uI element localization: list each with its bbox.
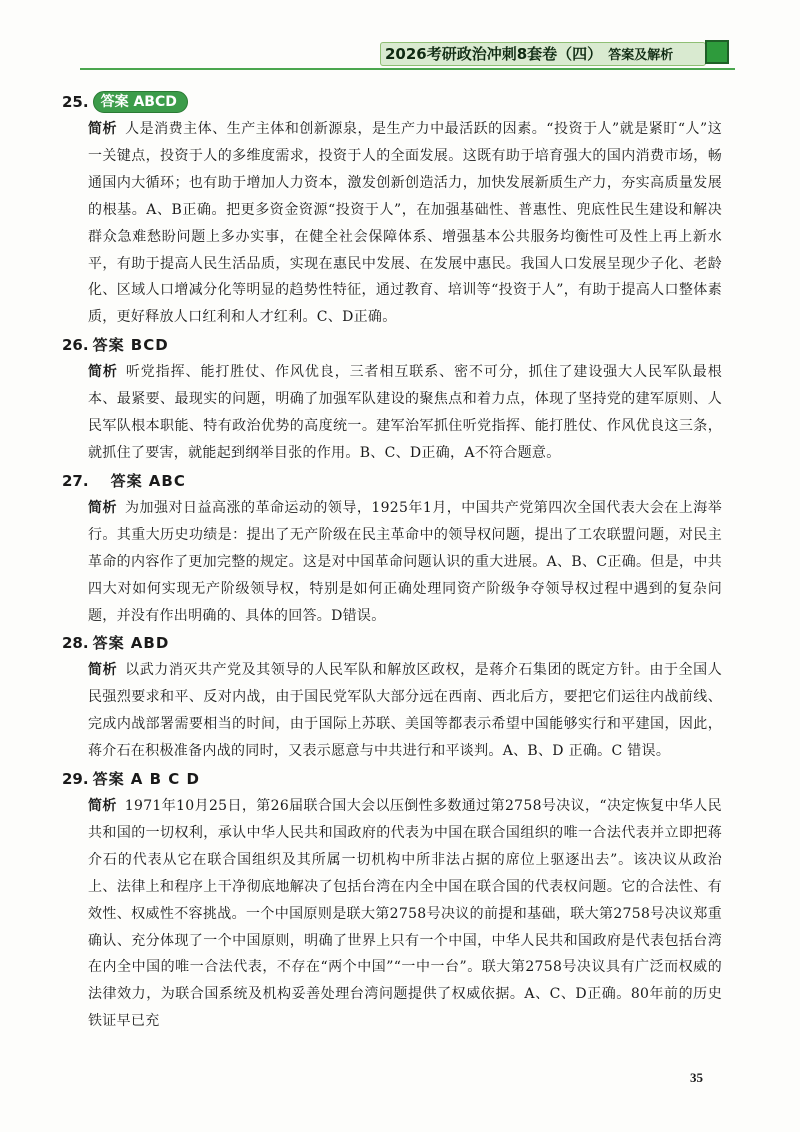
- item-head: [62, 631, 722, 655]
- analysis-paragraph: [88, 359, 722, 467]
- page-header: [380, 38, 735, 68]
- analysis-paragraph: [88, 657, 722, 765]
- analysis-label: 简析: [88, 499, 117, 516]
- answer-content: [62, 90, 722, 1037]
- answer-badge: 答案 ABCD: [93, 91, 188, 113]
- analysis-paragraph: [88, 793, 722, 1035]
- answer-item-29: [62, 767, 722, 1035]
- header-banner: [380, 42, 706, 66]
- analysis-text: 人是消费主体、生产主体和创新源泉，是生产力中最活跃的因素。“投资于人”就是紧盯“人”这一关键点，投资于人的多维度需求，投资于人的全面发展。这既有助于培育强大的国内消费市场，畅通国内大循环；也有助于增加人力资本，激发创新创造活力，加快发展新质生产力，夯实高质量发展的根基。A、B正确。把更多资金资源“投资于人”，在加强基础性、普惠性、兜底性民生建设和解决群众急难愁盼问题上多办实事，在健全社会保障体系、增强基本公共服务均衡性可及性上再上新水平，有助于提高人民生活品质，实现在惠民中发展、在发展中惠民。我国人口发展呈现少子化、老龄化、区域人口增减分化等明显的趋势性特征，通过教育、培训等“投资于人”，有助于提高人口整体素质，更好释放人口红利和人才红利。C、D正确。: [88, 121, 722, 326]
- question-number: 27.: [62, 471, 89, 490]
- analysis-text: 以武力消灭共产党及其领导的人民军队和解放区政权，是蒋介石集团的既定方针。由于全国人民强烈要求和平、反对内战，由于国民党军队大部分远在西南、西北后方，要把它们运往内战前线、完成内战部署需要相当的时间，由于国际上苏联、美国等都表示希望中国能够实行和平建国，因此，蒋介石在积极准备内战的同时，又表示愿意与中共进行和平谈判。A、B、D 正确。C 错误。: [88, 662, 722, 760]
- answer-item-25: [62, 90, 722, 331]
- item-head: [62, 469, 722, 493]
- question-number: 28.: [62, 634, 89, 653]
- answer-item-28: [62, 631, 722, 765]
- header-square-icon: [705, 40, 729, 64]
- answer-item-27: [62, 469, 722, 630]
- analysis-label: 简析: [88, 798, 117, 815]
- header-tail: 答案及解析: [608, 48, 674, 63]
- analysis-label: 简析: [88, 121, 118, 137]
- analysis-paragraph: [88, 495, 722, 630]
- analysis-label: 简析: [88, 662, 118, 679]
- answer-text: 答案 A B C D: [92, 770, 200, 789]
- question-number: 29.: [62, 770, 89, 789]
- analysis-text: 1971年10月25日，第26届联合国大会以压倒性多数通过第2758号决议，“决定恢复中华人民共和国的一切权利，承认中华人民共和国政府的代表为中国在联合国组织的唯一合法代表并立即把蒋介石的代表从它在联合国组织及其所属一切机构中所非法占据的席位上驱逐出去”。该决议从政治上、法律上和程序上干净彻底地解决了包括台湾在内全中国在联合国的代表权问题。它的合法性、有效性、权威性不容挑战。一个中国原则是联大第2758号决议的前提和基础，联大第2758号决议郑重确认、充分体现了一个中国原则，明确了世界上只有一个中国，中华人民共和国政府是代表包括台湾在内全中国的唯一合法代表，不存在“两个中国”“一中一台”。联大第2758号决议具有广泛而权威的法律效力，为联合国系统及机构妥善处理台湾问题提供了权威依据。A、C、D正确。80年前的历史铁证早已充: [88, 798, 722, 1030]
- question-number: 25.: [62, 93, 89, 111]
- answer-text: 答案 BCD: [92, 336, 169, 355]
- page-number: 35: [690, 1070, 703, 1085]
- item-head: [62, 90, 722, 114]
- item-head: [62, 767, 722, 791]
- analysis-label: 简析: [88, 364, 118, 381]
- header-divider: [80, 68, 735, 70]
- analysis-text: 为加强对日益高涨的革命运动的领导，1925年1月，中国共产党第四次全国代表大会在上海举行。其重大历史功绩是：提出了无产阶级在民主革命中的领导权问题，提出了工农联盟问题，对民主革命的内容作了更加完整的规定。这是对中国革命问题认识的重大进展。A、B、C正确。但是，中共四大对如何实现无产阶级领导权，特别是如何正确处理同资产阶级争夺领导权过程中遇到的复杂问题，并没有作出明确的、具体的回答。D错误。: [88, 499, 722, 624]
- answer-text: 答案 ABD: [92, 634, 170, 653]
- header-title: 2026考研政治冲刺8套卷（四）: [385, 45, 603, 63]
- item-head: [62, 333, 722, 357]
- question-number: 26.: [62, 336, 89, 355]
- answer-item-26: [62, 333, 722, 467]
- answer-text: 答案 ABC: [110, 471, 186, 490]
- analysis-text: 听党指挥、能打胜仗、作风优良，三者相互联系、密不可分，抓住了建设强大人民军队最根本、最紧要、最现实的问题，明确了加强军队建设的聚焦点和着力点，体现了坚持党的建军原则、人民军队根本职能、特有政治优势的高度统一。建军治军抓住听党指挥、能打胜仗、作风优良这三条，就抓住了要害，就能起到纲举目张的作用。B、C、D正确，A不符合题意。: [88, 364, 722, 461]
- analysis-paragraph: [88, 116, 722, 331]
